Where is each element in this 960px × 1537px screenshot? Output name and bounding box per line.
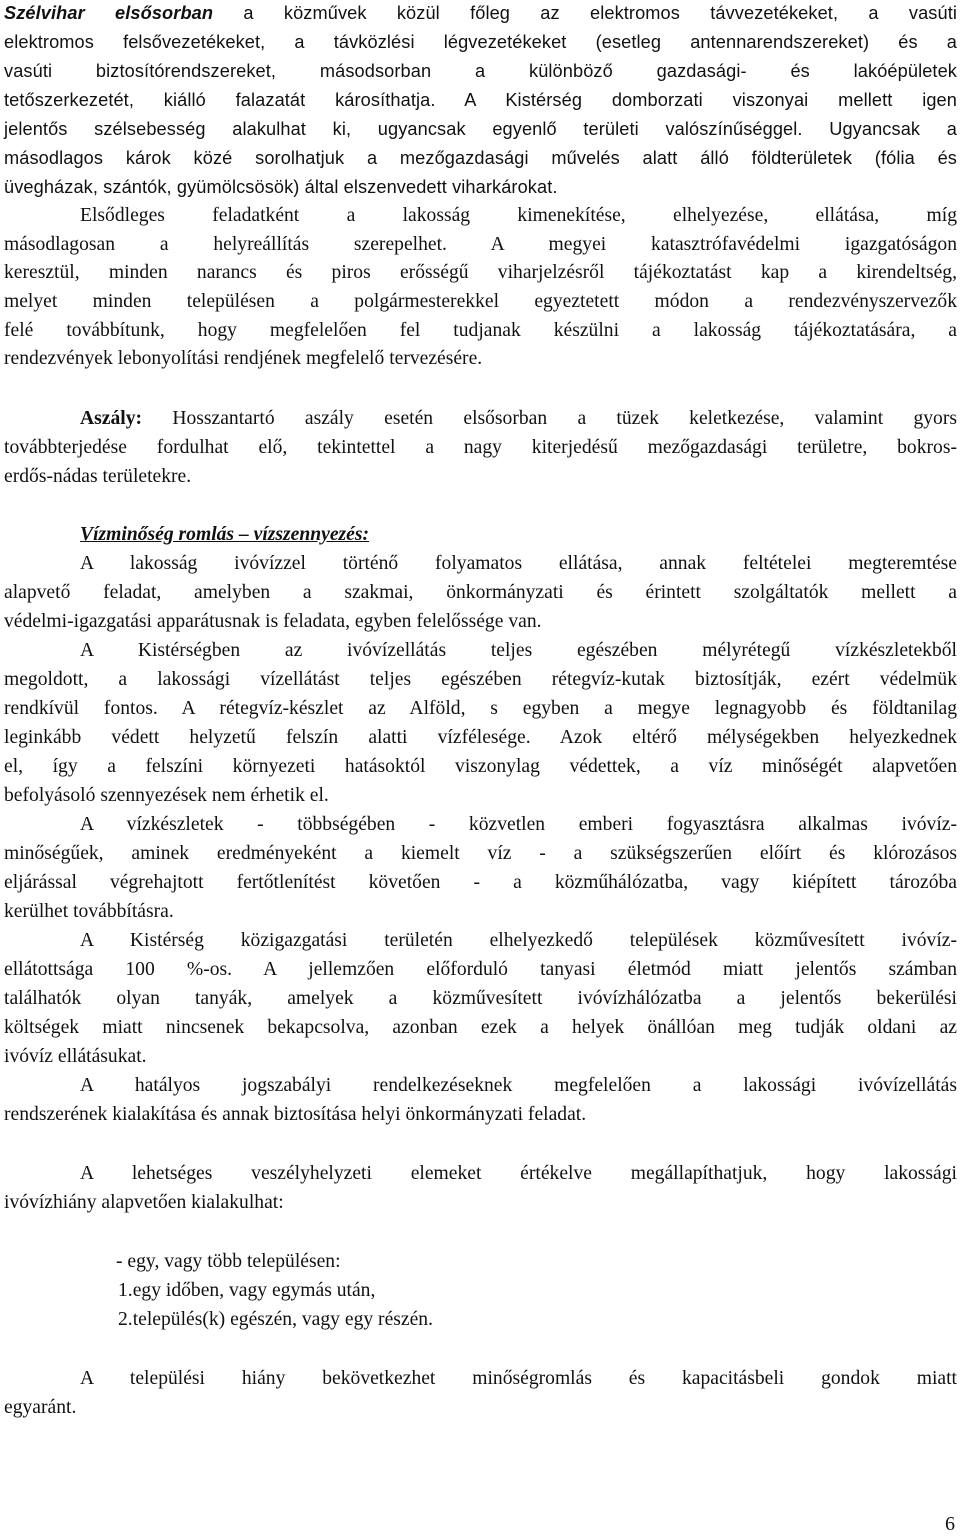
paragraph-line: másodlagos károk közé sorolhatjuk a mezőgazdasági művelés alatt álló földterületek (fólia és [4,148,957,168]
paragraph-line: rendezvények lebonyolítási rendjének megfelelő tervezésére. [4,348,483,369]
paragraph-line: eljárással végrehajtott fertőtlenítést követően - a közműhálózatba, vagy kiépített tározóba [4,872,957,893]
paragraph-line: erdős-nádas területekre. [4,466,192,487]
section-heading-vizminoseg: Vízminőség romlás – vízszennyezés: [80,524,370,545]
list-item: - egy, vagy több településen: [116,1251,341,1272]
paragraph-line: ivóvíz ellátásukat. [4,1046,147,1067]
paragraph-line: befolyásoló szennyezések nem érhetik el. [4,785,329,806]
paragraph-line: keresztül, minden narancs és piros erősségű viharjelzésről tájékoztatást kap a kirendeltség, [4,262,957,283]
paragraph-line: Elsődleges feladatként a lakosság kimenekítése, elhelyezése, ellátása, míg [80,205,957,226]
paragraph-line: megoldott, a lakossági vízellátást teljes egészében rétegvíz-kutak biztosítják, ezért védelmük [4,669,957,690]
paragraph-line: tetőszerkezetét, kiálló falazatát károsíthatja. A Kistérség domborzati viszonyai mellett igen [4,90,957,110]
paragraph-line: leginkább védett helyzetű felszín alatti vízfélesége. Azok eltérő mélységekben helyezkednek [4,727,957,748]
paragraph-line: alapvető feladat, amelyben a szakmai, önkormányzati és érintett szolgáltatók mellett a [4,582,957,603]
section-heading-aszaly: Aszály: [80,408,143,429]
paragraph-line: jelentős szélsebesség alakulhat ki, ugyancsak egyenlő területi valószínűséggel. Ugyancsak a [4,119,957,139]
paragraph-line: A Kistérségben az ivóvízellátás teljes egészében mélyrétegű vízkészletekből [80,640,957,661]
paragraph-line: A lehetséges veszélyhelyzeti elemeket értékelve megállapíthatjuk, hogy lakossági [80,1163,957,1184]
paragraph-line: felé továbbítunk, hogy megfelelően fel tudjanak készülni a lakosság tájékoztatására, a [4,320,957,341]
paragraph-line: melyet minden településen a polgármesterekkel egyeztetett módon a rendezvényszervezők [4,291,957,312]
paragraph-line: minőségűek, aminek eredményeként a kiemelt víz - a szükségszerűen előírt és klórozásos [4,843,957,864]
paragraph-line: védelmi-igazgatási apparátusnak is feladata, egyben felelőssége van. [4,611,542,632]
paragraph-line: költségek miatt nincsenek bekapcsolva, azonban ezek a helyek önállóan meg tudják oldani az [4,1017,957,1038]
paragraph-line: rendkívül fontos. A rétegvíz-készlet az Alföld, s egyben a megye legnagyobb és földtanilag [4,698,957,719]
paragraph-line: másodlagosan a helyreállítás szerepelhet. A megyei katasztrófavédelmi igazgatóságon [4,234,957,255]
paragraph-line: egyaránt. [4,1397,77,1418]
paragraph-line: Szélvihar elsősorban a közművek közül főleg az elektromos távvezetékeket, a vasúti [4,3,958,23]
paragraph-line: üvegházak, szántók, gyümölcsösök) által elszenvedett viharkárokat. [4,177,558,197]
list-item: 1.egy időben, vagy egymás után, [118,1280,376,1301]
paragraph-line: elektromos felsővezetékeket, a távközlési légvezetékeket (esetleg antennarendszereket) és a [4,32,957,52]
page-number: 6 [945,1513,955,1535]
paragraph-line: rendszerének kialakítása és annak biztosítása helyi önkormányzati feladat. [4,1104,587,1125]
paragraph-line: el, így a felszíni környezeti hatásoktól viszonylag védettek, a víz minőségét alapvetően [4,756,957,777]
section-heading-szelvihar: Szélvihar elsősorban [4,3,214,23]
paragraph-line: A települési hiány bekövetkezhet minőségromlás és kapacitásbeli gondok miatt [80,1368,957,1389]
list-item: 2.település(k) egészén, vagy egy részén. [118,1309,433,1330]
paragraph-line: vasúti biztosítórendszereket, másodsorban a különböző gazdasági- és lakóépületek [4,61,957,81]
paragraph-line: találhatók olyan tanyák, amelyek a közművesített ivóvízhálózatba a jelentős bekerülési [4,988,957,1009]
paragraph-line: A Kistérség közigazgatási területén elhelyezkedő települések közművesített ivóvíz- [80,930,957,951]
paragraph-line: Aszály: Hosszantartó aszály esetén elsősorban a tüzek keletkezése, valamint gyors [80,408,957,429]
paragraph-line: kerülhet továbbításra. [4,901,174,922]
paragraph-line: ellátottsága 100 %-os. A jellemzően előforduló tanyasi életmód miatt jelentős számban [4,959,957,980]
paragraph-line: A vízkészletek - többségében - közvetlen emberi fogyasztásra alkalmas ivóvíz- [80,814,957,835]
paragraph-line [4,520,957,549]
paragraph-line: A hatályos jogszabályi rendelkezéseknek megfelelően a lakossági ivóvízellátás [80,1075,957,1096]
paragraph-line: A lakosság ivóvízzel történő folyamatos ellátása, annak feltételei megteremtése [80,553,957,574]
paragraph-line: ivóvízhiány alapvetően kialakulhat: [4,1192,284,1213]
paragraph-line: továbbterjedése fordulhat elő, tekintettel a nagy kiterjedésű mezőgazdasági területre, bokros- [4,437,957,458]
